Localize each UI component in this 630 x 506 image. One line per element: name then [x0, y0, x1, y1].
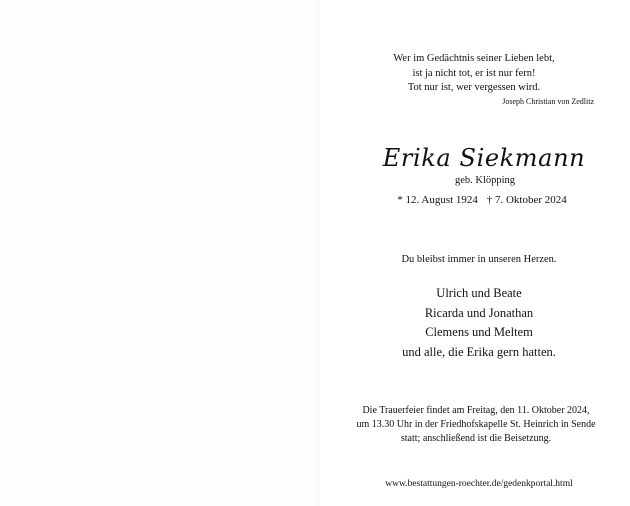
death-date: † 7. Oktober 2024 — [486, 194, 567, 206]
memorial-website-link[interactable]: www.bestattungen-roechter.de/gedenkportal.html — [385, 479, 573, 489]
funeral-line: um 13.30 Uhr in der Friedhofskapelle St. Heinrich in Sende — [356, 419, 596, 430]
life-dates — [318, 193, 630, 208]
quote-line: Tot nur ist, wer vergessen wird. — [407, 82, 541, 93]
mourner: Ulrich und Beate — [436, 286, 522, 300]
funeral-notice — [318, 404, 630, 446]
mourner: und alle, die Erika gern hatten. — [402, 344, 556, 359]
quote-line: ist ja nicht tot, er ist nur fern! — [412, 67, 536, 79]
motto: Du bleibst immer in unseren Herzen. — [401, 254, 557, 265]
obituary-card — [318, 0, 630, 506]
mourner: Ricarda und Jonathan — [424, 305, 534, 320]
mourner: Clemens und Meltem — [425, 325, 533, 339]
birth-name: geb. Klöpping — [454, 175, 516, 186]
quote-author: Joseph Christian von Zedlitz — [502, 96, 594, 106]
funeral-line: statt; anschließend ist die Beisetzung. — [400, 433, 552, 444]
funeral-line: Die Trauerfeier findet am Freitag, den 11. Oktober 2024, — [362, 405, 590, 416]
quote-line: Wer im Gedächtnis seiner Lieben lebt, — [393, 53, 555, 64]
memorial-quote — [318, 52, 630, 108]
birth-date: * 12. August 1924 — [397, 194, 478, 206]
mourners-list — [318, 284, 630, 362]
deceased-name: Erika Siekmann — [382, 144, 586, 172]
